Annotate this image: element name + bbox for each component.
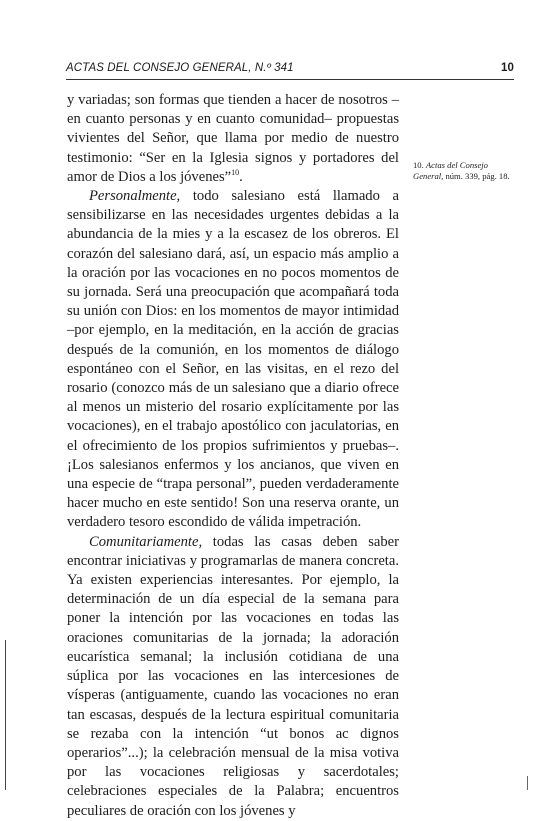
paragraph-3-lead: Comunitariamente,	[89, 533, 203, 550]
paragraph-3-text: todas las casas deben saber encontrar iniciativas y programarlas de manera concreta. Ya existen experiencias interesantes. Por ejemplo, la determinación de un día especial de la semana para poner la intención por las vocaciones en todas las oraciones comunitarias de la jornada; la adoración eucarística semanal; la inclusión cotidiana de una súplica por las vocaciones en las intercesiones de vísperas (antiguamente, cuando las vocaciones no eran tan escasas, después de la lectura espiritual comunitaria se rezaba con la intención “ut bonos ac dignos operarios”...); la celebración mensual de la misa votiva por las vocaciones religiosas y sacerdotales; celebraciones especiales de la Palabra; encuentros peculiares de oración con los jóvenes y	[67, 533, 399, 819]
paragraph-1	[67, 91, 399, 187]
right-corner-mark	[527, 776, 528, 790]
paragraph-3	[67, 533, 399, 821]
header-title: ACTAS DEL CONSEJO GENERAL, N.º 341	[66, 62, 294, 74]
paragraph-1-end: .	[239, 168, 243, 185]
paragraph-2-text: todo salesiano está llamado a sensibilizarse en las necesidades urgentes debidas a la abundancia de la mies y a la escasez de los obreros. El corazón del salesiano dará, así, un espacio más amplio a la oración por las vocaciones en no pocos momentos de su jornada. Será una preocupación que acompañará toda su unión con Dios: en los momentos de mayor intimidad –por ejemplo, en la meditación, en la acción de gracias después de la comunión, en los momentos de diálogo espontáneo con el Señor, en las visitas, en el rezo del rosario (conozco más de un salesiano que a diario ofrece al menos un misterio del rosario explícitamente por las vocaciones), en el trabajo apostólico con jaculatorias, en el ofrecimiento de los propios sufrimientos y pruebas–. ¡Los salesianos enfermos y los ancianos, que viven en una especie de “trapa personal”, pueden verdaderamente hacer mucho en este sentido! Son una reserva orante, un verdadero tesoro escondido de válida impetración.	[67, 188, 399, 531]
running-header	[66, 62, 514, 78]
paragraph-2-lead: Personalmente,	[89, 188, 181, 205]
paragraph-1-text: y variadas; son formas que tienden a hacer de nosotros –en cuanto personas y en cuanto comunidad– propuestas vivientes del Señor, que llama por medio de nuestro testimonio: “Ser en la Iglesia signos y portadores del amor de Dios a los jóvenes”	[67, 92, 399, 185]
left-margin-line	[5, 640, 6, 790]
footnote-source: Actas del Consejo General,	[413, 160, 488, 181]
footnote	[413, 160, 518, 182]
header-rule	[66, 79, 514, 80]
footnote-reference: 10	[231, 167, 240, 177]
footnote-number: 10.	[413, 160, 424, 170]
footnote-detail: núm. 339, pág. 18.	[443, 171, 510, 181]
paragraph-2	[67, 187, 399, 533]
page-number: 10	[501, 62, 514, 74]
body-text	[67, 91, 399, 821]
